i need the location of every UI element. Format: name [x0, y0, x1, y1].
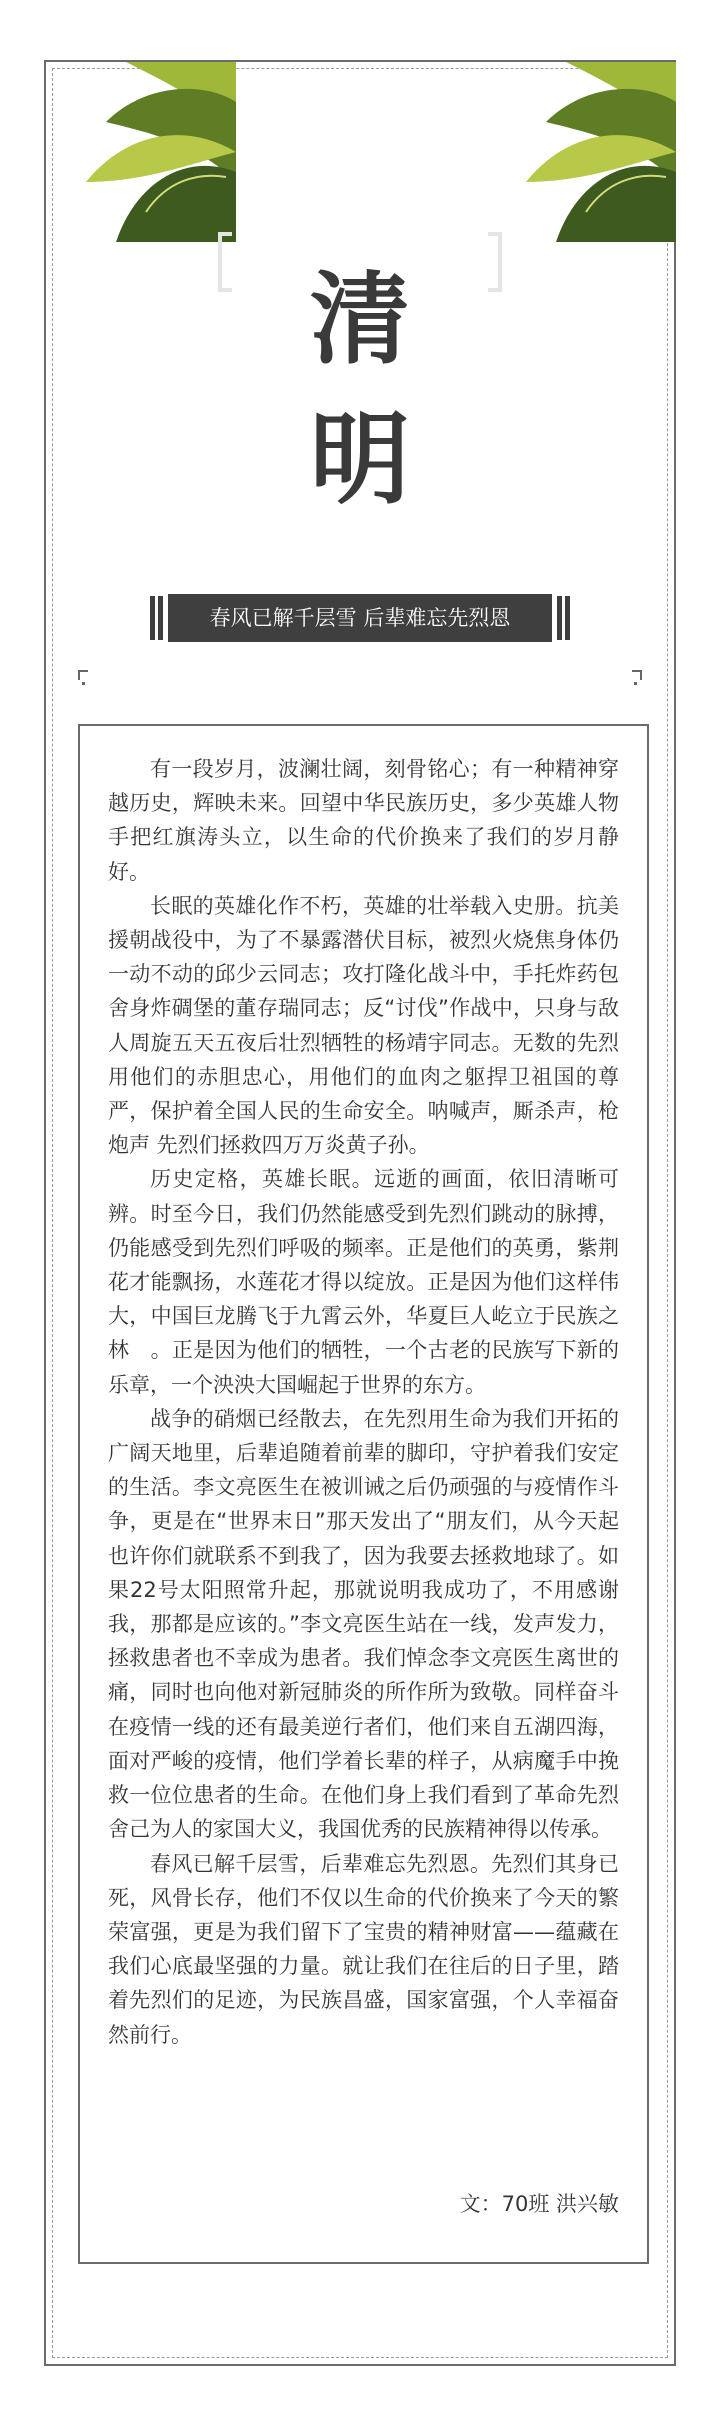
article-body	[78, 724, 649, 2264]
paragraph-2: 长眠的英雄化作不朽，英雄的壮举载入史册。抗美援朝战役中，为了不暴露潜伏目标，被烈火烧焦身体仍一动不动的邱少云同志；攻打隆化战斗中，手托炸药包舍身炸碉堡的董存瑞同志；反“讨伐”作战中，只身与敌人周旋五天五夜后壮烈牺牲的杨靖宇同志。无数的先烈用他们的赤胆忠心，用他们的血肉之躯捍卫祖国的尊严，保护着全国人民的生命安全。呐喊声，厮杀声，枪炮声 先烈们拯救四万万炎黄子孙。	[108, 893, 619, 1158]
title-char-2: 明	[310, 401, 410, 518]
paragraph-4: 战争的硝烟已经散去，在先烈用生命为我们开拓的广阔天地里，后辈追随着前辈的脚印，守护着我们安定的生活。李文亮医生在被训诫之后仍顽强的与疫情作斗争，更是在“世界末日”那天发出了“朋友们，从今天起也许你们就联系不到我了，因为我要去拯救地球了。如果22号太阳照常升起，那就说明我成功了，不用感谢我，那都是应该的。”李文亮医生站在一线，发声发力，拯救患者也不幸成为患者。我们悼念李文亮医生离世的痛，同时也向他对新冠肺炎的所作所为致敬。同样奋斗在疫情一线的还有最美逆行者们，他们来自五湖四海，面对严峻的疫情，他们学着长辈的样子，从病魔手中挽救一位位患者的生命。在他们身上我们看到了革命先烈舍己为人的家国大义，我国优秀的民族精神得以传承。	[108, 1406, 619, 1842]
paragraph-5: 春风已解千层雪，后辈难忘先烈恩。先烈们其身已死，风骨长存，他们不仅以生命的代价换来了今天的繁荣富强，更是为我们留下了宝贵的精神财富——蕴藏在我们心底最坚强的力量。就让我们在往后的日子里，踏着先烈们的足迹，为民族昌盛，国家富强，个人幸福奋然前行。	[108, 1851, 619, 2047]
corner-dot-right	[634, 682, 637, 685]
corner-mark-top-right	[632, 670, 642, 680]
banner-stripe-right-1	[557, 596, 562, 640]
leaf-decoration-right-icon	[526, 62, 676, 242]
author-signature: 文：70班 洪兴敏	[459, 2192, 619, 2216]
leaf-decoration-left-icon	[86, 62, 236, 242]
banner-stripe-left-1	[150, 596, 155, 640]
title-char-1: 清	[310, 261, 410, 378]
paragraph-1: 有一段岁月，波澜壮阔，刻骨铭心；有一种精神穿越历史，辉映未来。回望中华民族历史，多少英雄人物手把红旗涛头立，以生命的代价换来了我们的岁月静好。	[108, 757, 619, 884]
corner-mark-top-left	[78, 670, 88, 680]
paragraph-3: 历史定格，英雄长眠。远逝的画面，依旧清晰可辨。时至今日，我们仍然能感受到先烈们跳动的脉搏，仍能感受到先烈们呼吸的频率。正是他们的英勇，紫荆花才能飘扬，水莲花才得以绽放。正是因为他们这样伟大，中国巨龙腾飞于九霄云外，华夏巨人屹立于民族之林 。正是因为他们的牺牲，一个古老的民族写下新的乐章，一个泱泱大国崛起于世界的东方。	[108, 1167, 619, 1397]
subtitle-banner: 春风已解千层雪 后辈难忘先烈恩	[168, 594, 552, 642]
banner-stripe-left-2	[158, 596, 163, 640]
banner-stripe-right-2	[565, 596, 570, 640]
corner-dot-left	[82, 682, 85, 685]
